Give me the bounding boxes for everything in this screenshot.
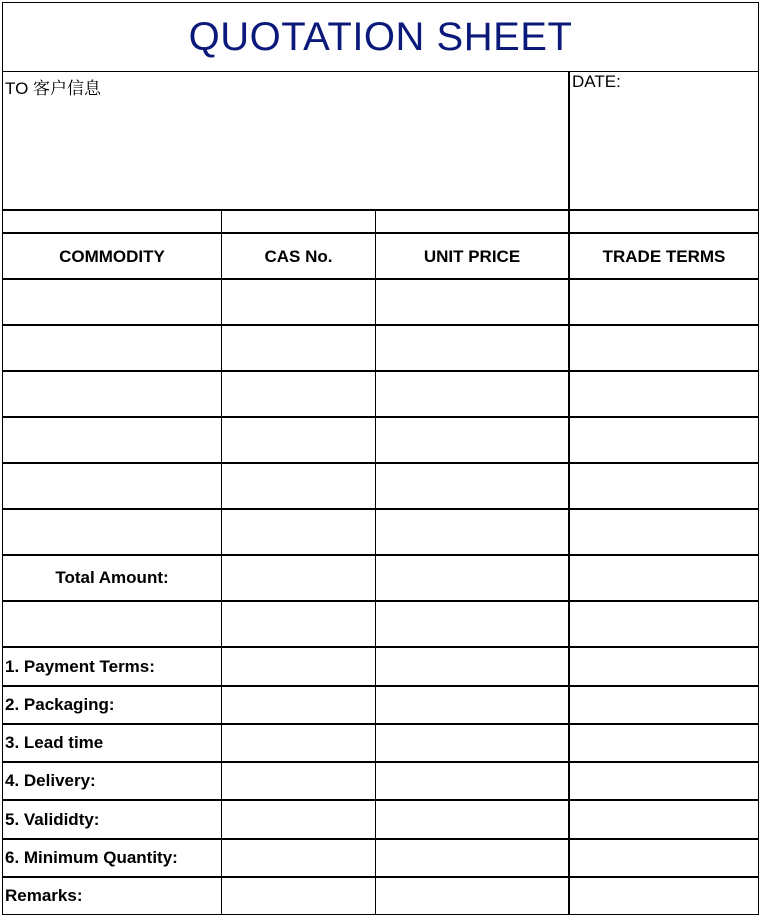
date-label: DATE: [572, 72, 621, 91]
recipient-label: TO 客户信息 [5, 79, 102, 98]
border-right [758, 2, 759, 915]
column-divider [221, 209, 222, 915]
delivery-label: 4. Delivery: [5, 771, 96, 790]
sheet-title: QUOTATION SHEET [188, 14, 573, 59]
divider [2, 416, 759, 418]
recipient-field[interactable] [3, 97, 567, 209]
column-divider [375, 209, 376, 915]
divider [2, 370, 759, 372]
divider [2, 508, 759, 510]
column-header-trade-terms: TRADE TERMS [602, 246, 726, 266]
remarks-label: Remarks: [5, 886, 83, 905]
column-header-cas-no: CAS No. [264, 246, 333, 266]
packaging-label: 2. Packaging: [5, 695, 115, 714]
validity-label: 5. Valididty: [5, 809, 100, 829]
column-header-commodity: COMMODITY [59, 246, 165, 266]
column-header-unit-price: UNIT PRICE [423, 246, 521, 266]
quotation-sheet [2, 2, 759, 915]
divider [2, 209, 759, 211]
minimum-quantity-label: 6. Minimum Quantity: [5, 848, 178, 867]
payment-terms-label: 1. Payment Terms: [5, 656, 155, 676]
total-amount-label: Total Amount: [55, 568, 169, 587]
divider [2, 600, 759, 602]
divider [2, 324, 759, 326]
divider [2, 462, 759, 464]
lead-time-label: 3. Lead time [5, 733, 104, 752]
date-field[interactable] [570, 94, 758, 209]
border-bottom [2, 914, 759, 915]
